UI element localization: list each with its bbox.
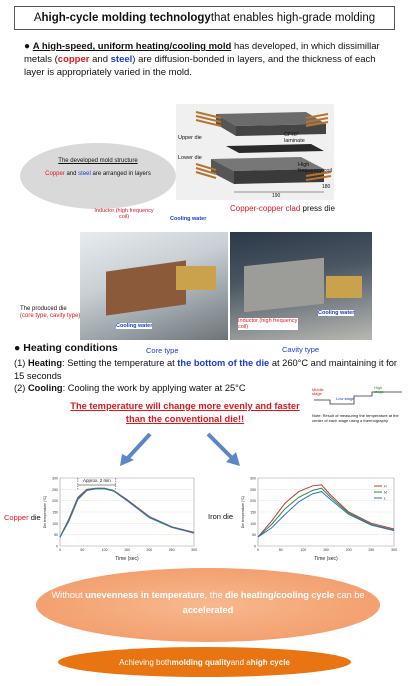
- conclusion-b3: accelerated: [182, 605, 234, 615]
- intro-paragraph: [24, 40, 392, 79]
- item1-blue: the bottom of the die: [177, 358, 270, 368]
- press-die-caption: [230, 204, 335, 213]
- conclusion-t3: can be: [334, 590, 365, 600]
- conclusion-b2: die heating/cooling cycle: [225, 590, 335, 600]
- y-tick-label: 100: [52, 521, 58, 526]
- x-axis-label: Time (sec): [115, 556, 139, 562]
- x-tick-label: 250: [168, 548, 175, 552]
- iron-die-label: Iron die: [208, 512, 234, 521]
- copper-die-rest: die: [28, 513, 41, 522]
- core-type-caption: Core type: [146, 346, 179, 355]
- copper-die-label: [4, 513, 41, 522]
- pointer-arrows: [120, 430, 380, 470]
- produced-die-line2: (core type, cavity type): [20, 313, 81, 319]
- x-tick-label: 150: [323, 548, 329, 552]
- cavity-type-caption: Cavity type: [282, 345, 320, 354]
- structure-steel: steel: [78, 171, 91, 177]
- y-axis-label: Die temperature (°C): [43, 495, 47, 529]
- core-die-block: [106, 260, 186, 315]
- x-tick-label: 200: [345, 548, 352, 552]
- label-hf-coil: High frequency coil: [298, 162, 332, 174]
- emphasis-line2: than the conventional die!!: [125, 414, 245, 424]
- arrow-left-shaft: [126, 434, 150, 460]
- y-tick-label: 0: [254, 544, 256, 549]
- title-pre: A: [33, 12, 42, 24]
- y-tick-label: 50: [252, 533, 256, 538]
- y-tick-label: 50: [54, 533, 58, 538]
- final-t2: and a: [230, 657, 251, 667]
- page-title: [14, 6, 395, 30]
- y-tick-label: 300: [52, 476, 58, 481]
- x-tick-label: 300: [191, 548, 197, 552]
- cavity-fittings: [326, 276, 362, 298]
- x-tick-label: 100: [101, 548, 108, 552]
- x-tick-label: 0: [59, 548, 61, 552]
- title-bold: high-cycle molding technology: [41, 12, 211, 24]
- emphasis-text: [60, 400, 310, 426]
- conclusion-ellipse: [36, 568, 380, 642]
- press-die-illustration: [176, 104, 334, 200]
- label-dim-190: 190: [272, 193, 281, 199]
- emphasis-line1: The temperature will change more evenly and faster: [70, 401, 300, 411]
- copper-die-chart: [40, 470, 200, 562]
- y-tick-label: 150: [250, 510, 256, 515]
- cavity-inductor-label: Inductor (high frequency coil): [238, 318, 298, 330]
- y-tick-label: 250: [250, 487, 256, 492]
- label-cfrp: CFRP laminate: [284, 132, 305, 144]
- y-tick-label: 250: [52, 487, 58, 492]
- heating-title-text: Heating conditions: [23, 342, 118, 354]
- structure-and: and: [64, 171, 79, 177]
- x-tick-label: 0: [257, 548, 259, 552]
- final-b1: molding quality: [171, 657, 231, 667]
- mold-structure-title: The developed mold structure: [58, 158, 138, 164]
- heating-title: [14, 342, 118, 354]
- item1-num: (1): [14, 358, 28, 368]
- press-die-red: Copper-copper clad: [230, 204, 301, 213]
- intro-text1: has developed, in which dissimillar metals (: [24, 41, 380, 65]
- x-axis-label: Time (sec): [314, 556, 338, 562]
- x-tick-label: 250: [368, 548, 375, 552]
- structure-rest: are arranged in layers: [90, 171, 151, 177]
- structure-copper: Copper: [45, 171, 65, 177]
- produced-die-line1: The produced die: [20, 306, 67, 312]
- produced-die-label: [20, 306, 80, 320]
- copper-die-red: Copper: [4, 513, 29, 522]
- x-tick-label: 100: [300, 548, 307, 552]
- press-die-rest: press die: [300, 204, 335, 213]
- item2-text: : Cooling the work by applying water at 25°C: [62, 383, 246, 393]
- label-dim-180: 180: [322, 184, 331, 190]
- final-b2: high cycle: [250, 657, 290, 667]
- cavity-cooling-label: Cooling water: [318, 310, 355, 316]
- stage-low: Low stage: [336, 396, 355, 401]
- heating-bullet: ●: [14, 342, 21, 354]
- stage-diagram: [312, 386, 404, 432]
- title-post: that enables high-grade molding: [210, 12, 376, 24]
- final-ellipse: [58, 647, 351, 677]
- core-inductor-label: Inductor (high frequency coil): [94, 208, 154, 220]
- label-upper-die: Upper die: [178, 135, 202, 141]
- intro-and: and: [89, 54, 111, 65]
- heating-item-1: [14, 357, 399, 382]
- final-t1: Achieving both: [119, 657, 172, 667]
- stage-high: High stage: [374, 386, 384, 394]
- core-cooling-label-left: Cooling water: [116, 323, 153, 329]
- stage-note: Note: Result of measuring the temperature at the center of each stage using a thermography: [312, 413, 399, 423]
- approx-label: Approx. 2 min: [82, 478, 111, 483]
- y-tick-label: 150: [52, 510, 58, 515]
- item1-bold: Heating: [27, 358, 63, 368]
- x-tick-label: 50: [80, 548, 85, 552]
- y-tick-label: 100: [250, 521, 256, 526]
- x-tick-label: 200: [146, 548, 153, 552]
- intro-steel: steel: [110, 54, 133, 65]
- mold-structure-ellipse: [20, 143, 176, 209]
- conclusion-t2: , the: [204, 590, 226, 600]
- item1-text: : Setting the temperature at: [62, 358, 178, 368]
- legend-label: H: [384, 484, 387, 489]
- y-tick-label: 200: [52, 499, 58, 504]
- iron-die-chart: [238, 470, 400, 562]
- intro-copper: copper: [57, 54, 90, 65]
- conclusion-t1: Without: [51, 590, 86, 600]
- arrow-right-shaft: [208, 434, 234, 460]
- cavity-die-block: [244, 258, 324, 312]
- y-tick-label: 0: [56, 544, 58, 549]
- x-tick-label: 150: [124, 548, 130, 552]
- item2-num: (2): [14, 383, 28, 393]
- item2-bold: Cooling: [27, 383, 63, 393]
- item1-text2: at 260°C and maintaining it for 15 seconds: [14, 358, 397, 381]
- stage-middle: Middle stage: [312, 387, 324, 396]
- mold-structure-desc: [20, 171, 176, 177]
- legend-label: M: [384, 490, 387, 495]
- core-cooling-label-top: Cooling water: [170, 216, 207, 222]
- core-type-photo: [80, 232, 228, 340]
- label-lower-die: Lower die: [178, 155, 202, 161]
- y-axis-label: Die temperature (°C): [241, 495, 245, 529]
- y-tick-label: 200: [250, 499, 256, 504]
- intro-text2: ) are diffusion-bonded in layers, and the thickness of each layer is appropriately varied in the mold.: [24, 54, 376, 78]
- bullet-icon: ●: [24, 41, 31, 52]
- intro-bold: A high-speed, uniform heating/cooling mold: [32, 41, 232, 52]
- press-die-diagram: [176, 104, 334, 200]
- x-tick-label: 50: [278, 548, 283, 552]
- conclusion-b1: unevenness in temperature: [85, 590, 205, 600]
- y-tick-label: 300: [250, 476, 256, 481]
- x-tick-label: 300: [391, 548, 397, 552]
- core-fittings: [176, 266, 216, 290]
- legend-label: L: [384, 496, 386, 501]
